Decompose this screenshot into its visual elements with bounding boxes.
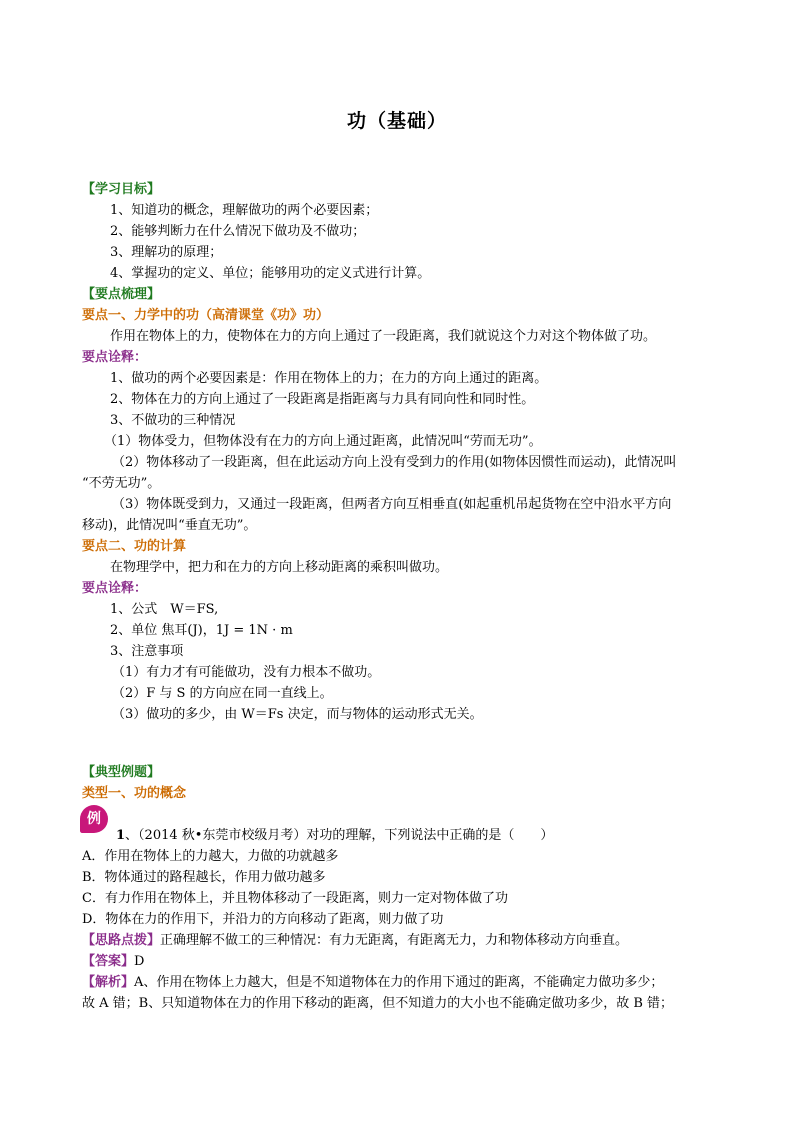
option-d: D．物体在力的作用下，并沿力的方向移动了距离，则力做了功	[82, 912, 444, 927]
point1-link[interactable]: （高清课堂《功》功）	[199, 308, 330, 323]
objective-item: 1、知道功的概念，理解做功的两个必要因素；	[110, 203, 379, 218]
answer-label: 【答案】	[82, 954, 135, 969]
summary-heading: 【要点梳理】	[82, 287, 161, 302]
notes-item: 3、注意事项	[110, 644, 184, 659]
question-line	[116, 826, 553, 846]
point1-explain-item: 2、物体在力的方向上通过了一段距离是指距离与力具有同向性和同时性。	[110, 392, 535, 407]
case-item: （3）物体既受到力，又通过一段距离，但两者方向互相垂直(如起重机吊起货物在空中沿水平方向	[112, 497, 672, 512]
analysis-cont: 故 A 错；B、只知道物体在力的作用下移动的距离，但不知道力的大小也不能确定做功多少，故 B 错；	[82, 996, 674, 1011]
formula-item: 1、公式 W＝FS,	[110, 602, 219, 617]
case-item: （1）物体受力，但物体没有在力的方向上通过距离，此情况叫“劳而无功”。	[104, 434, 542, 449]
point1-explain-item: 1、做功的两个必要因素是：作用在物体上的力；在力的方向上通过的距离。	[110, 371, 548, 386]
point2-text: 在物理学中，把力和在力的方向上移动距离的乘积叫做功。	[110, 560, 449, 575]
analysis-label: 【解析】	[82, 975, 135, 990]
analysis-text: A、作用在物体上力越大，但是不知道物体在力的作用下通过的距离，不能确定力做功多少；	[134, 975, 664, 990]
example-badge-icon: 例	[80, 805, 108, 833]
unit-item: 2、单位 焦耳(J)，1J = 1N · m	[110, 623, 293, 638]
option-b: B．物体通过的路程越长，作用力做功越多	[82, 870, 326, 885]
note-item: （3）做功的多少，由 W＝Fs 决定，而与物体的运动形式无关。	[112, 707, 483, 722]
case-item-cont: 移动)，此情况叫“垂直无功”。	[82, 518, 257, 533]
hint-line	[82, 931, 628, 951]
note-item: （2）F 与 S 的方向应在同一直线上。	[112, 686, 333, 701]
point1-heading: 要点一、力学中的功	[82, 308, 200, 323]
answer-value: D	[134, 954, 145, 969]
objectives-heading: 【学习目标】	[82, 182, 161, 197]
option-c: C．有力作用在物体上，并且物体移动了一段距离，则力一定对物体做了功	[82, 891, 508, 906]
point2-heading: 要点二、功的计算	[82, 539, 187, 554]
point1-text: 作用在物体上的力，使物体在力的方向上通过了一段距离，我们就说这个力对这个物体做了功。	[110, 329, 657, 344]
page-title: 功（基础）	[346, 110, 447, 132]
analysis-line	[82, 973, 663, 993]
question-text: 、（2014 秋•东莞市校级月考）对功的理解，下列说法中正确的是（ ）	[125, 828, 554, 843]
question-number: 1	[116, 828, 126, 843]
point1-heading-line	[82, 306, 329, 326]
point2-explain-heading: 要点诠释：	[82, 581, 148, 596]
option-a: A．作用在物体上的力越大，力做的功就越多	[82, 849, 339, 864]
note-item: （1）有力才有可能做功，没有力根本不做功。	[112, 665, 381, 680]
answer-line	[82, 952, 144, 972]
objective-item: 2、能够判断力在什么情况下做功及不做功；	[110, 224, 366, 239]
objective-item: 3、理解功的原理；	[110, 245, 223, 260]
point1-explain-heading: 要点诠释：	[82, 350, 148, 365]
objective-item: 4、掌握功的定义、单位；能够用功的定义式进行计算。	[110, 266, 431, 281]
hint-text: 正确理解不做工的三种情况：有力无距离，有距离无力，力和物体移动方向垂直。	[160, 933, 629, 948]
type1-heading: 类型一、功的概念	[82, 786, 187, 801]
case-item: （2）物体移动了一段距离，但在此运动方向上没有受到力的作用(如物体因惯性而运动)，此情况叫	[112, 455, 677, 470]
point1-explain-item: 3、不做功的三种情况	[110, 413, 236, 428]
examples-heading: 【典型例题】	[82, 765, 161, 780]
case-item-cont: “不劳无功”。	[82, 476, 161, 491]
hint-label: 【思路点拨】	[82, 933, 161, 948]
